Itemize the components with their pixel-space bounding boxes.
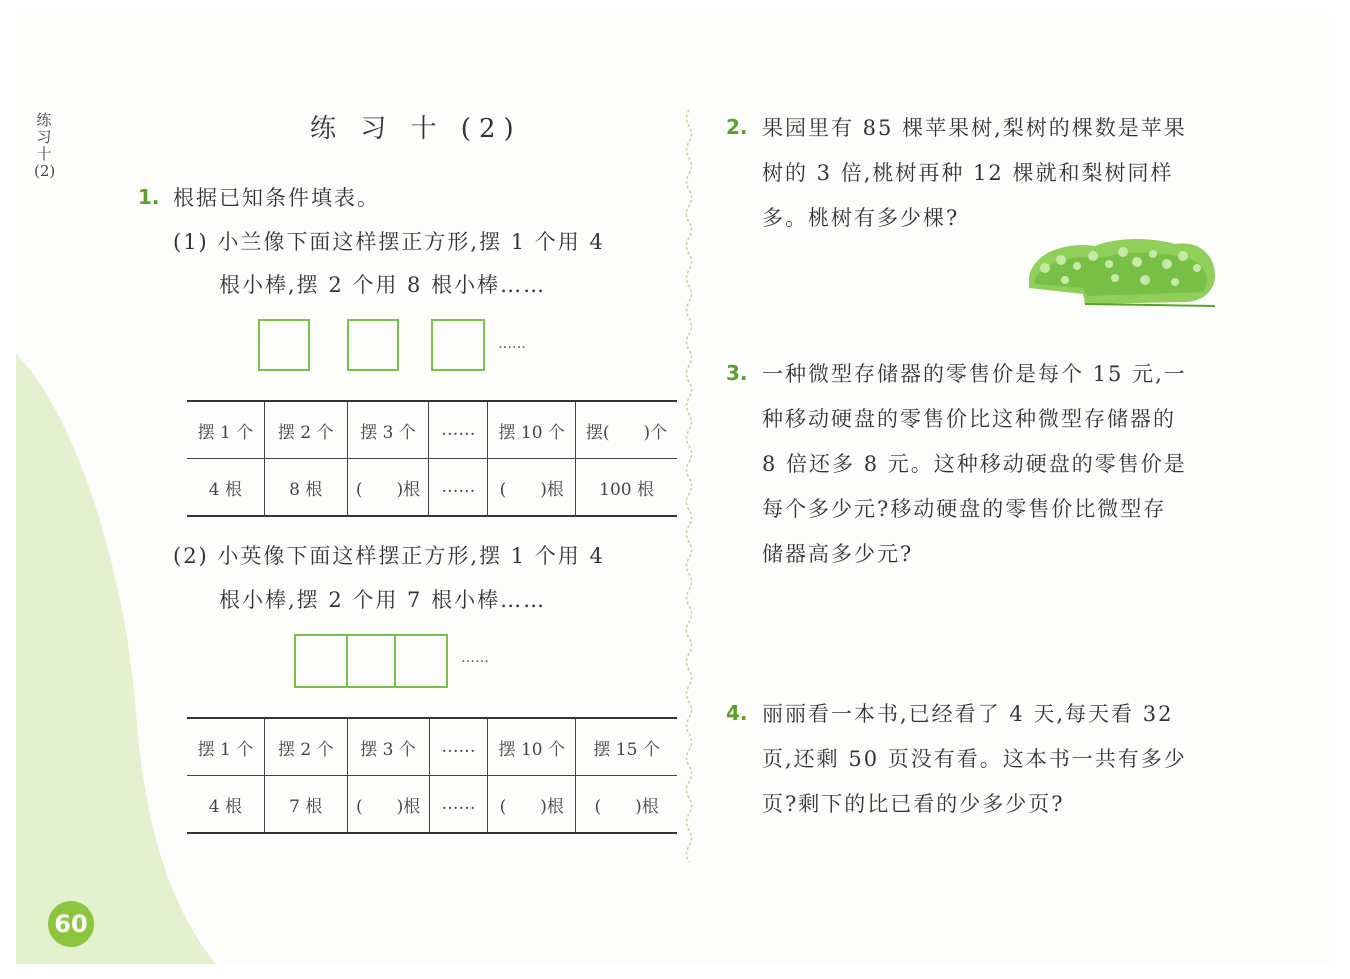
table-cell: ( )根	[347, 776, 429, 834]
column-divider	[682, 110, 696, 870]
matchstick-square	[431, 319, 485, 371]
matchstick-square	[394, 634, 448, 688]
q4-line3: 页?剩下的比已看的少多少页?	[762, 792, 1065, 816]
table-cell: 100 根	[576, 459, 677, 517]
page-number: 60	[48, 901, 94, 947]
table-cell: 摆 15 个	[576, 718, 677, 776]
matchstick-square	[258, 319, 310, 371]
table-cell: 4 根	[187, 776, 264, 834]
table-cell: ( )根	[576, 776, 677, 834]
q3-line1: 一种微型存储器的零售价是每个 15 元,一	[762, 362, 1187, 386]
table-cell: 摆 2 个	[264, 401, 347, 459]
table-cell: ( )根	[347, 459, 429, 517]
table-row	[187, 459, 677, 517]
q4-line1: 丽丽看一本书,已经看了 4 天,每天看 32	[762, 702, 1174, 726]
matchstick-square	[347, 319, 399, 371]
table-cell: 摆 3 个	[347, 718, 429, 776]
matchstick-square	[294, 634, 348, 688]
q2-line3: 多。桃树有多少棵?	[762, 206, 960, 230]
table-cell: ( )根	[488, 459, 576, 517]
table-cell: ……	[429, 401, 488, 459]
table-cell: 摆 3 个	[347, 401, 429, 459]
table-cell: 摆 10 个	[488, 401, 576, 459]
q3-line5: 储器高多少元?	[762, 542, 914, 566]
table-row	[187, 718, 677, 776]
page-title: 练 习 十 (2)	[310, 114, 522, 144]
q2-line2: 树的 3 倍,桃树再种 12 棵就和梨树同样	[762, 161, 1174, 185]
side-section-label: 练习十(2)	[34, 111, 56, 180]
q2-line1: 果园里有 85 棵苹果树,梨树的棵数是苹果	[762, 116, 1187, 140]
q1-part1-line1: (1) 小兰像下面这样摆正方形,摆 1 个用 4	[173, 230, 605, 254]
q4-line2: 页,还剩 50 页没有看。这本书一共有多少	[762, 747, 1187, 771]
table-cell: 摆( )个	[576, 401, 677, 459]
q3-line2: 种移动硬盘的零售价比这种微型存储器的	[762, 407, 1176, 431]
q1-part1-table	[187, 400, 677, 517]
table-cell: 摆 1 个	[187, 718, 264, 776]
table-cell: 摆 10 个	[488, 718, 576, 776]
q1-part2-line1: (2) 小英像下面这样摆正方形,摆 1 个用 4	[173, 544, 605, 568]
table-cell: 摆 2 个	[264, 718, 347, 776]
q1-part2-table	[187, 717, 677, 834]
q3-line3: 8 倍还多 8 元。这种移动硬盘的零售价是	[762, 452, 1187, 476]
q1-part2-line2: 根小棒,摆 2 个用 7 根小棒……	[219, 588, 547, 612]
q1-text: 根据已知条件填表。	[173, 186, 380, 210]
table-cell: 摆 1 个	[187, 401, 264, 459]
table-row	[187, 776, 677, 834]
table-cell: ……	[429, 776, 488, 834]
q3-line4: 每个多少元?移动硬盘的零售价比微型存	[762, 497, 1167, 521]
continuation-dots: ……	[461, 650, 489, 666]
table-cell: 8 根	[264, 459, 347, 517]
table-cell: ……	[429, 459, 488, 517]
continuation-dots: ……	[498, 336, 526, 352]
matchstick-square	[344, 634, 396, 688]
fruit-tree-illustration	[1025, 232, 1217, 312]
q2-number: 2.	[726, 115, 748, 139]
q1-number: 1.	[138, 185, 160, 209]
q4-number: 4.	[726, 701, 748, 725]
table-cell: ( )根	[488, 776, 576, 834]
table-cell: 4 根	[187, 459, 264, 517]
q3-number: 3.	[726, 361, 748, 385]
table-row	[187, 401, 677, 459]
q1-part1-line2: 根小棒,摆 2 个用 8 根小棒……	[219, 273, 547, 297]
table-cell: ……	[429, 718, 488, 776]
table-cell: 7 根	[264, 776, 347, 834]
